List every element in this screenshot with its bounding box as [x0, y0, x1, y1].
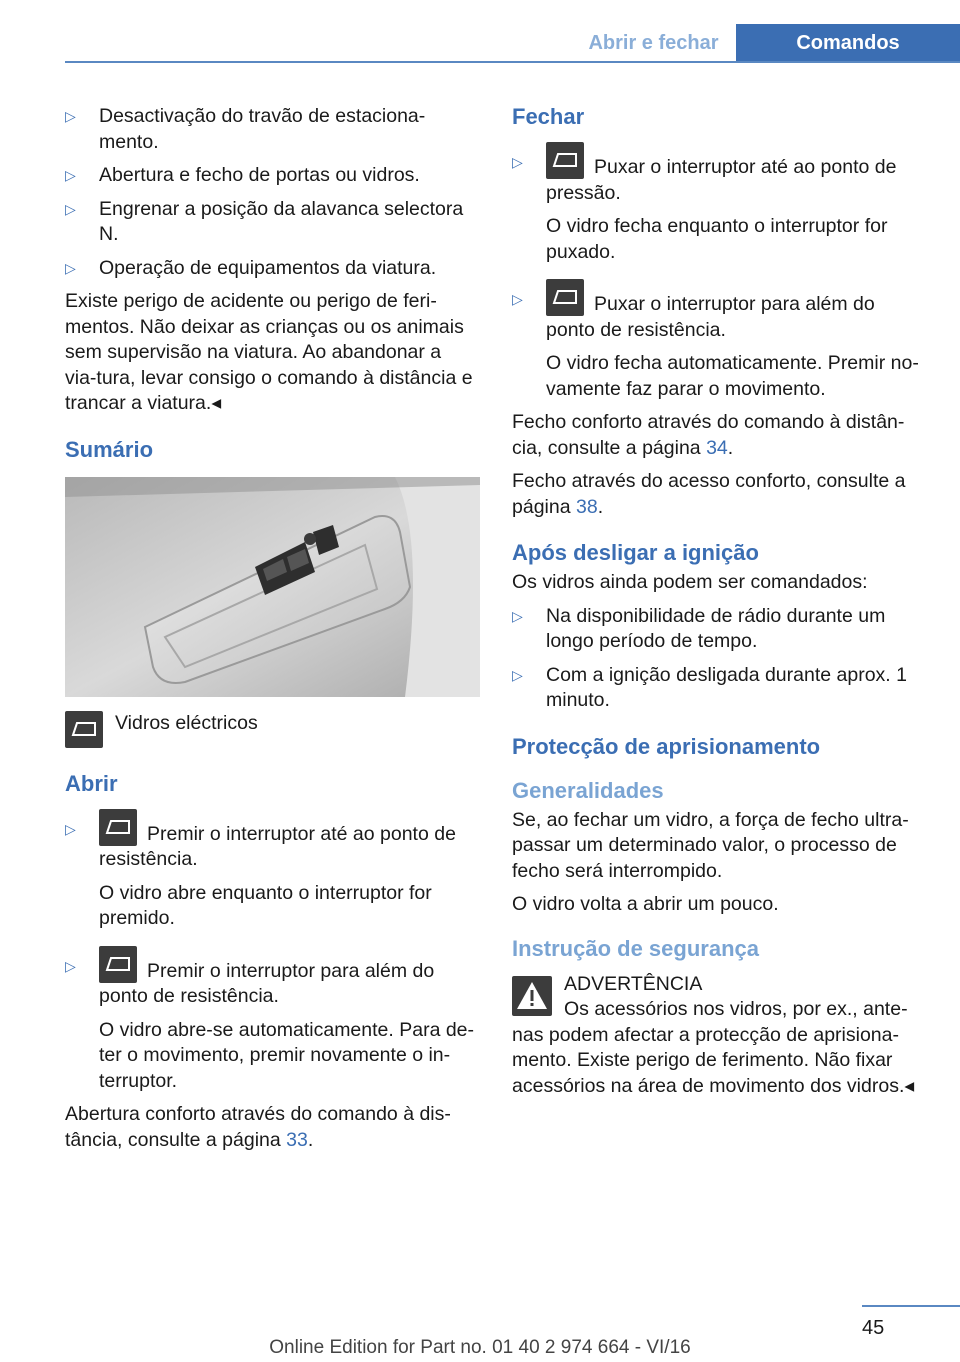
subsection-title-instrucao: Instrução de segurança	[512, 935, 759, 961]
warning-block	[512, 972, 926, 998]
list-item-text: Puxar o interruptor até ao ponto de pressão.	[546, 156, 897, 204]
door-panel-photo	[65, 477, 480, 697]
period: .	[307, 1128, 314, 1151]
left-column	[65, 104, 477, 1161]
list-item-detail: O vidro abre-se automaticamente. Para de-ter o movimento, premir novamente o in-terruptor.	[99, 1018, 475, 1092]
tab-abrir-e-fechar[interactable]: Abrir e fechar	[588, 32, 719, 54]
page-link[interactable]: 33	[286, 1128, 308, 1151]
triangle-right-icon: ▷	[512, 291, 523, 307]
list-item	[512, 604, 926, 655]
apos-intro: Os vidros ainda podem ser comandados:	[512, 571, 868, 593]
period: .	[597, 495, 604, 518]
window-switch-icon	[99, 946, 137, 983]
list-item-text: Premir o interruptor até ao ponto de resistência.	[99, 822, 456, 870]
paragraph-text: Abertura conforto através do comando à dis-tância, consulte a página	[65, 1103, 451, 1151]
list-item-text: Com a ignição desligada durante aprox. 1 minuto.	[546, 663, 907, 711]
abertura-conforto-text	[65, 1102, 477, 1153]
fecho-acesso-text	[512, 469, 926, 520]
list-item	[65, 946, 477, 1010]
page-number: 45	[862, 1317, 885, 1339]
list-item-text: Desactivação do travão de estaciona-mento.	[99, 105, 426, 153]
legend-label: Vidros eléctricos	[115, 711, 258, 734]
section-title-abrir: Abrir	[65, 770, 118, 796]
window-switch-icon	[546, 279, 584, 316]
list-item	[65, 163, 477, 189]
window-switch-icon	[546, 142, 584, 179]
paragraph-text: Fecho através do acesso conforto, consulte a página	[512, 470, 906, 518]
list-item	[512, 663, 926, 714]
generalidades-text: Se, ao fechar um vidro, a força de fecho ultra-passar um determinado valor, o processo de fecho será interrompido.	[512, 808, 909, 882]
page-link[interactable]: 34	[706, 436, 728, 459]
list-item	[65, 197, 477, 248]
legend-row	[65, 711, 477, 751]
triangle-right-icon: ▷	[65, 259, 76, 276]
list-item-text: Premir o interruptor para além do ponto de resistência.	[99, 959, 435, 1007]
fecho-conforto-text	[512, 410, 926, 461]
warning-text: Os acessórios nos vidros, por ex., ante-nas podem afectar a protecção de aprisiona-mento. Existe perigo de ferimento. Não fixar acessórios na área de movimento dos vidros.◂	[512, 998, 915, 1097]
page-link[interactable]: 38	[575, 495, 598, 518]
footer-edition: Online Edition for Part no. 01 40 2 974 664 - VI/16	[269, 1337, 691, 1358]
list-item	[512, 142, 926, 206]
list-item	[512, 279, 926, 343]
triangle-right-icon: ▷	[65, 957, 76, 974]
window-switch-icon	[99, 809, 137, 846]
section-title-sumario: Sumário	[65, 436, 154, 462]
window-switch-icon	[65, 711, 103, 748]
triangle-right-icon: ▷	[512, 666, 523, 683]
list-item-text: Abertura e fecho de portas ou vidros.	[99, 164, 420, 186]
tab-comandos[interactable]: Comandos	[736, 24, 960, 62]
triangle-right-icon: ▷	[65, 167, 76, 183]
triangle-right-icon: ▷	[65, 200, 76, 217]
triangle-right-icon: ▷	[65, 820, 76, 837]
triangle-right-icon: ▷	[512, 607, 523, 624]
list-item	[65, 256, 477, 282]
list-item-detail: O vidro fecha enquanto o interruptor for puxado.	[546, 215, 888, 263]
warning-label: ADVERTÊNCIA	[564, 972, 703, 995]
list-item	[65, 809, 477, 873]
triangle-right-icon: ▷	[512, 154, 523, 170]
paragraph-text: Fecho conforto através do comando à distân-cia, consulte a página	[512, 411, 905, 459]
section-title-proteccao: Protecção de aprisionamento	[512, 733, 821, 759]
section-title-apos: Após desligar a ignição	[512, 540, 759, 565]
list-item-text: Puxar o interruptor para além do ponto de resistência.	[546, 293, 875, 341]
list-item-text: Na disponibilidade de rádio durante um longo período de tempo.	[546, 604, 886, 652]
footer-rule	[862, 1305, 960, 1307]
triangle-right-icon: ▷	[65, 108, 76, 124]
section-title-fechar: Fechar	[512, 104, 585, 129]
warning-triangle-icon	[512, 976, 552, 1016]
right-column	[512, 104, 926, 1107]
subsection-title-generalidades: Generalidades	[512, 777, 664, 803]
volta-text: O vidro volta a abrir um pouco.	[512, 893, 779, 915]
list-item-detail: O vidro abre enquanto o interruptor for premido.	[99, 881, 432, 929]
header-rule	[65, 61, 960, 63]
list-item	[65, 104, 477, 155]
list-item-detail: O vidro fecha automaticamente. Premir no-vamente faz parar o movimento.	[546, 352, 919, 400]
list-item-text: Engrenar a posição da alavanca selectora N.	[99, 197, 464, 245]
period: .	[727, 436, 734, 459]
list-item-text: Operação de equipamentos da viatura.	[99, 256, 437, 279]
warning-paragraph: Existe perigo de acidente ou perigo de feri-mentos. Não deixar as crianças ou os animais sem supervisão na viatura. Ao abandonar a via-tura, levar consigo o comando à distância e trancar a viatura.◂	[65, 290, 473, 414]
